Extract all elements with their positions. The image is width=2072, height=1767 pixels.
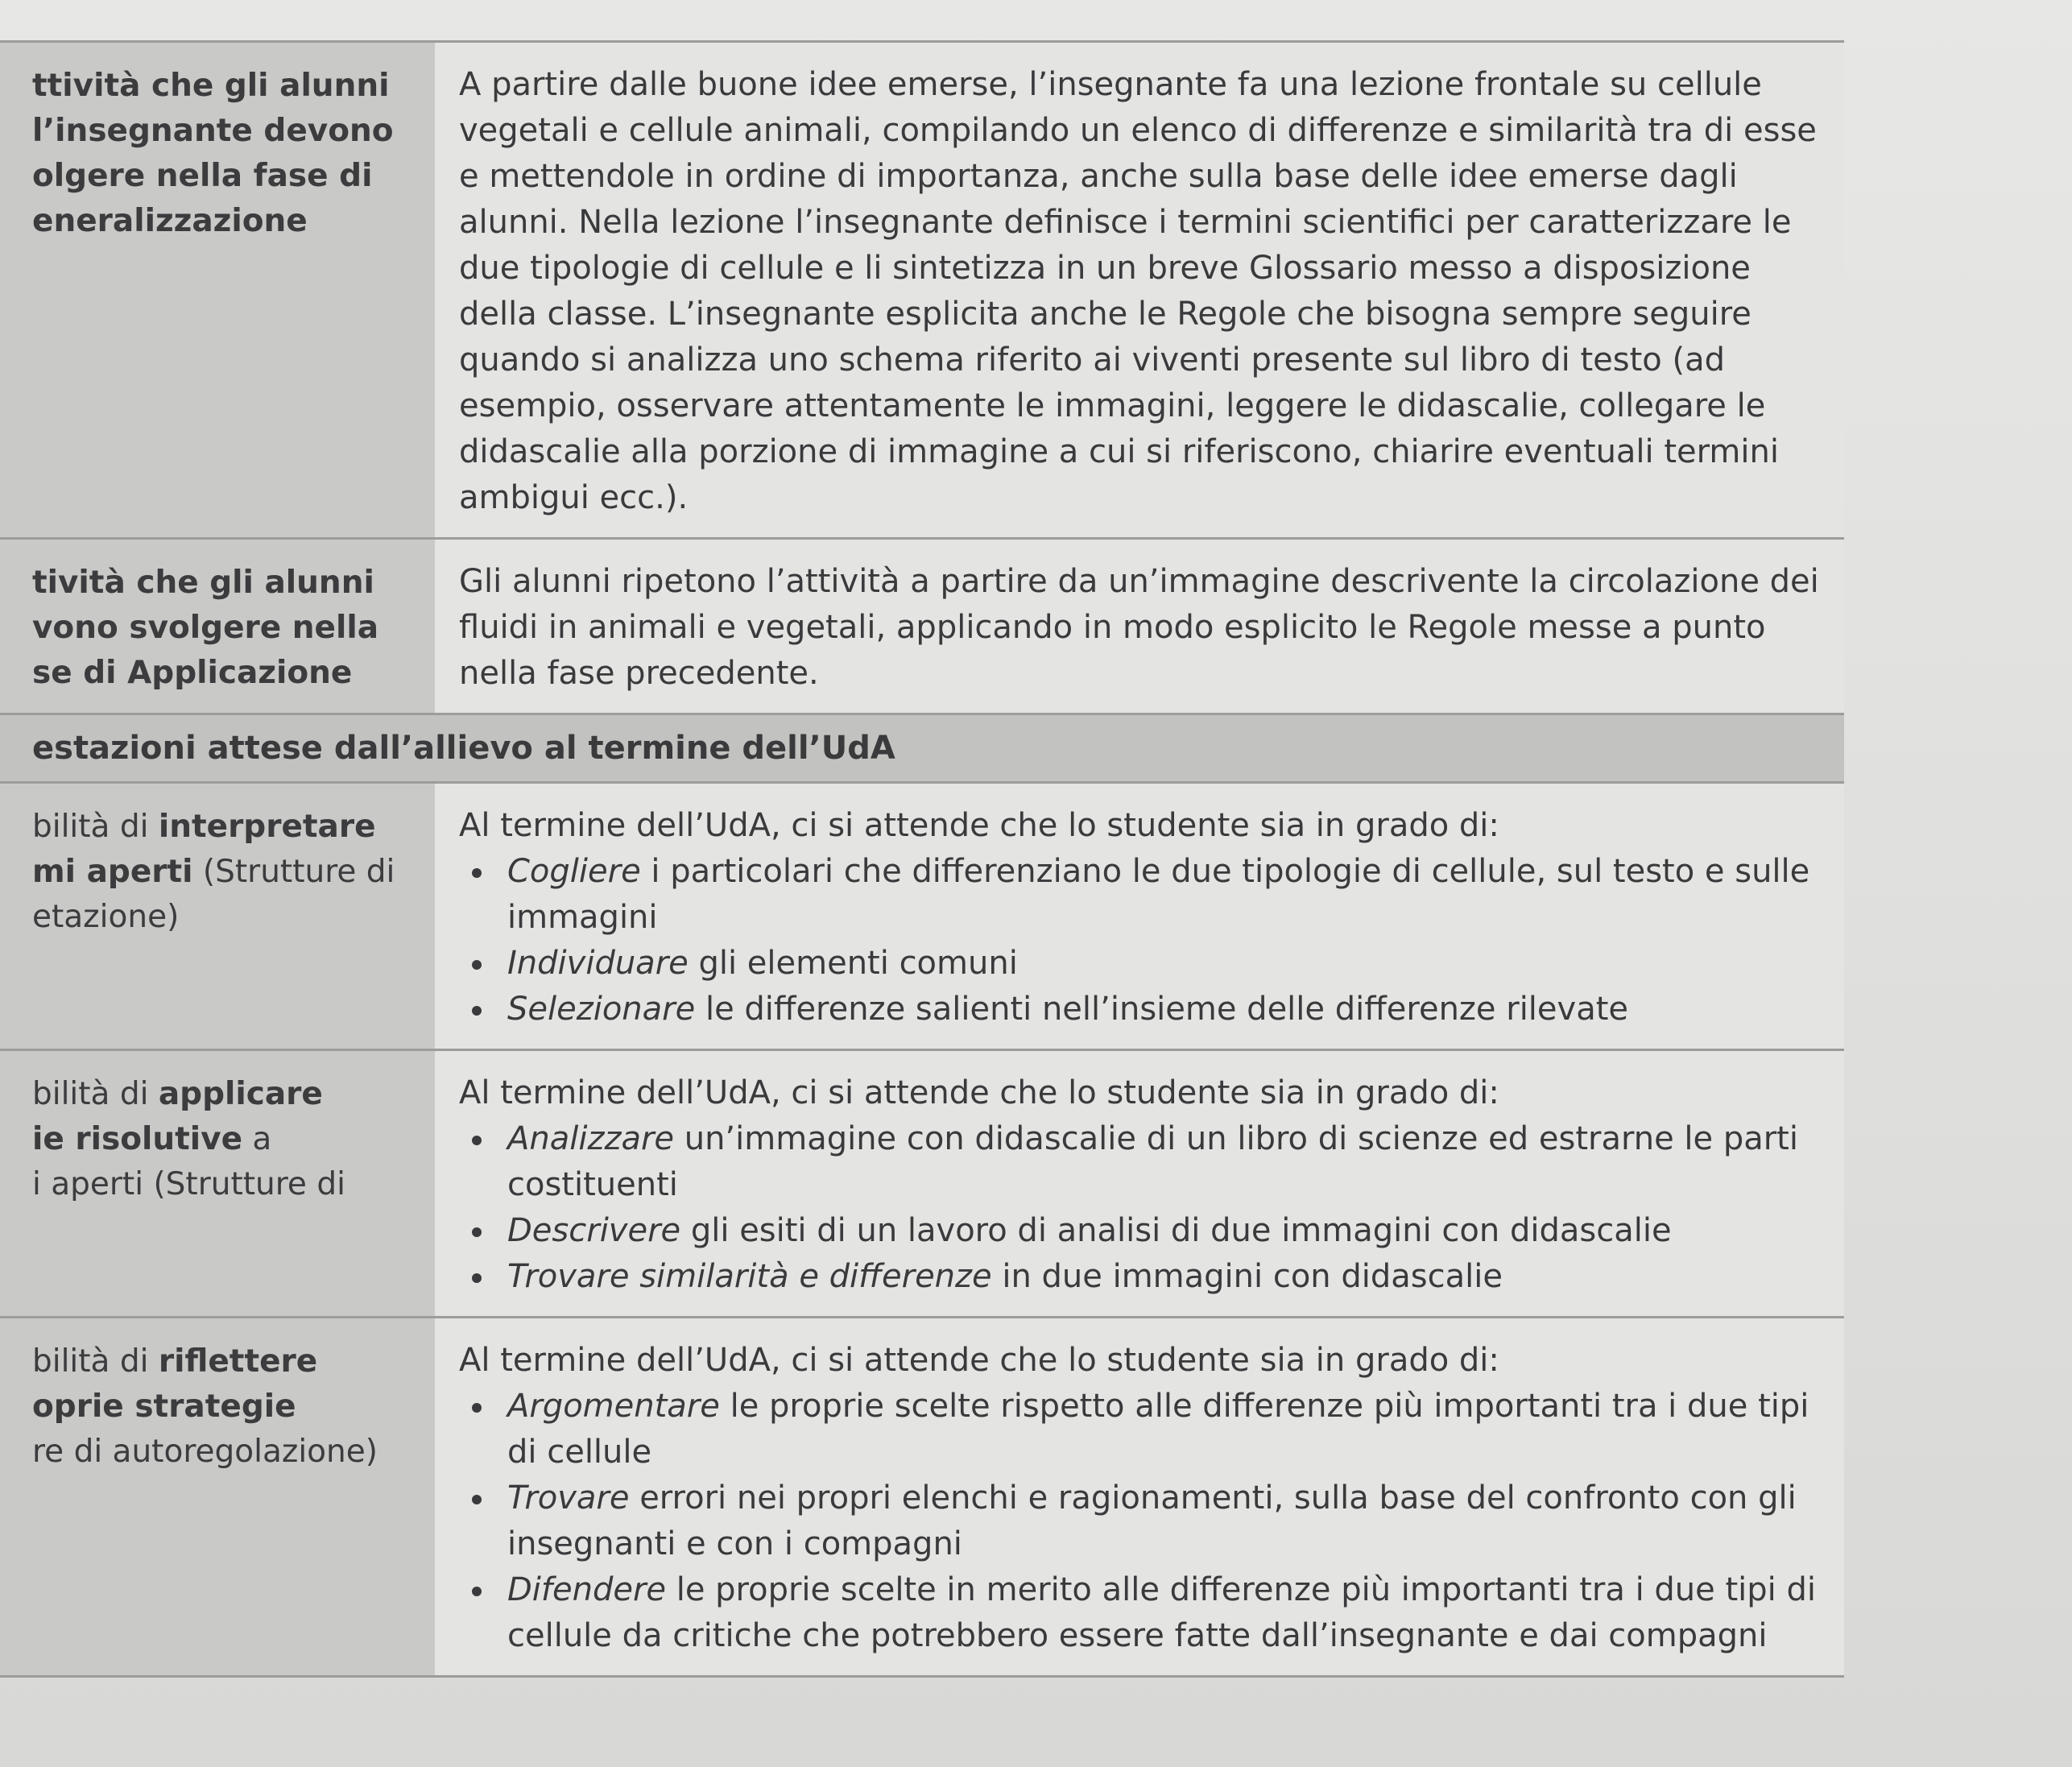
row-content: A partire dalle buone idee emerse, l’insegnante fa una lezione frontale su cellule vegetali e cellule animali, compilando un elenco di differenze e similarità tra di esse e mettendole in ordine di importanza, anche sulla base delle idee emerse dagli alunni. Nella lezione l’insegnante definisce i termini scientifici per caratterizzare le due tipologie di cellule e li sintetizza in un breve Glossario messo a disposizione della classe. L’insegnante esplicita anche le Regole che bisogna sempre seguire quando si analizza uno schema riferito ai viventi presente sul libro di testo (ad esempio, osservare attentamente le immagini, leggere le didascalie, collegare le didascalie alla porzione di immagine a cui si riferiscono, chiarire eventuali termini ambigui ecc.). [435,43,1844,537]
intro-text: Al termine dell’UdA, ci si attende che lo studente sia in grado di: [459,1342,1499,1379]
action-verb: Descrivere [507,1212,681,1249]
label-keyword-2: oprie strategie [32,1388,296,1425]
action-verb: Trovare similarità e differenze [507,1258,992,1295]
table-row-applicare [0,1051,1844,1318]
item-text: i particolari che differenziano le due tipologie di cellule, sul testo e sulle immagini [507,853,1810,936]
expectation-list [459,1116,1828,1300]
list-item [459,1254,1828,1300]
action-verb: Individuare [507,945,689,982]
label-keyword: riflettere [158,1343,318,1380]
list-item [459,1384,1828,1475]
table-row-generalizzazione [0,40,1844,540]
item-text: in due immagini con didascalie [991,1258,1503,1295]
list-item [459,849,1828,941]
item-text: le proprie scelte rispetto alle differenze più importanti tra i due tipi di cellule [507,1388,1809,1471]
label-suffix: (Strutture di etazione) [32,854,395,935]
table-row-interpretare [0,784,1844,1051]
uda-table [0,40,1844,1678]
label-prefix: bilità di [32,809,159,845]
label-keyword: applicare [158,1076,323,1112]
row-label [0,1318,435,1675]
action-verb: Trovare [507,1479,630,1517]
label-suffix: re di autoregolazione) [32,1434,378,1470]
action-verb: Selezionare [507,991,696,1028]
row-content [435,784,1844,1049]
row-content [435,1051,1844,1316]
action-verb: Cogliere [507,853,641,890]
item-text: le proprie scelte in merito alle differenze più importanti tra i due tipi di cellule da critiche che potrebbero essere fatte dall’insegnante e dai compagni [507,1571,1816,1654]
list-item [459,941,1828,987]
label-suffix: a i aperti (Strutture di [32,1121,345,1202]
expectation-list [459,849,1828,1032]
list-item [459,1475,1828,1567]
item-text: errori nei propri elenchi e ragionamenti, sulla base del confronto con gli insegnanti e con i compagni [507,1479,1797,1562]
expectation-list [459,1384,1828,1659]
action-verb: Difendere [507,1571,667,1608]
table-row-riflettere [0,1318,1844,1678]
list-item [459,987,1828,1032]
row-label [0,1051,435,1316]
label-keyword: interpretare [158,809,376,845]
row-content [435,1318,1844,1675]
action-verb: Analizzare [507,1120,675,1157]
item-text: un’immagine con didascalie di un libro di scienze ed estrarne le parti costituenti [507,1120,1798,1203]
list-item [459,1116,1828,1208]
row-label: ttività che gli alunni l’insegnante devono olgere nella fase di eneralizzazione [0,43,435,537]
row-label: tività che gli alunni vono svolgere nella se di Applicazione [0,540,435,713]
item-text: le differenze salienti nell’insieme delle differenze rilevate [695,991,1629,1028]
intro-text: Al termine dell’UdA, ci si attende che lo studente sia in grado di: [459,807,1499,844]
label-keyword-2: mi aperti [32,854,193,890]
table-row-applicazione [0,540,1844,715]
action-verb: Argomentare [507,1388,720,1425]
row-label [0,784,435,1049]
item-text: gli esiti di un lavoro di analisi di due immagini con didascalie [680,1212,1672,1249]
section-heading: estazioni attese dall’allievo al termine dell’UdA [0,715,1844,784]
item-text: gli elementi comuni [688,945,1018,982]
intro-text: Al termine dell’UdA, ci si attende che lo studente sia in grado di: [459,1074,1499,1111]
row-content: Gli alunni ripetono l’attività a partire da un’immagine descrivente la circolazione dei fluidi in animali e vegetali, applicando in modo esplicito le Regole messe a punto nella fase precedente. [435,540,1844,713]
label-prefix: bilità di [32,1076,159,1112]
list-item [459,1567,1828,1659]
list-item [459,1208,1828,1254]
label-prefix: bilità di [32,1343,159,1380]
label-keyword-2: ie risolutive [32,1121,243,1157]
